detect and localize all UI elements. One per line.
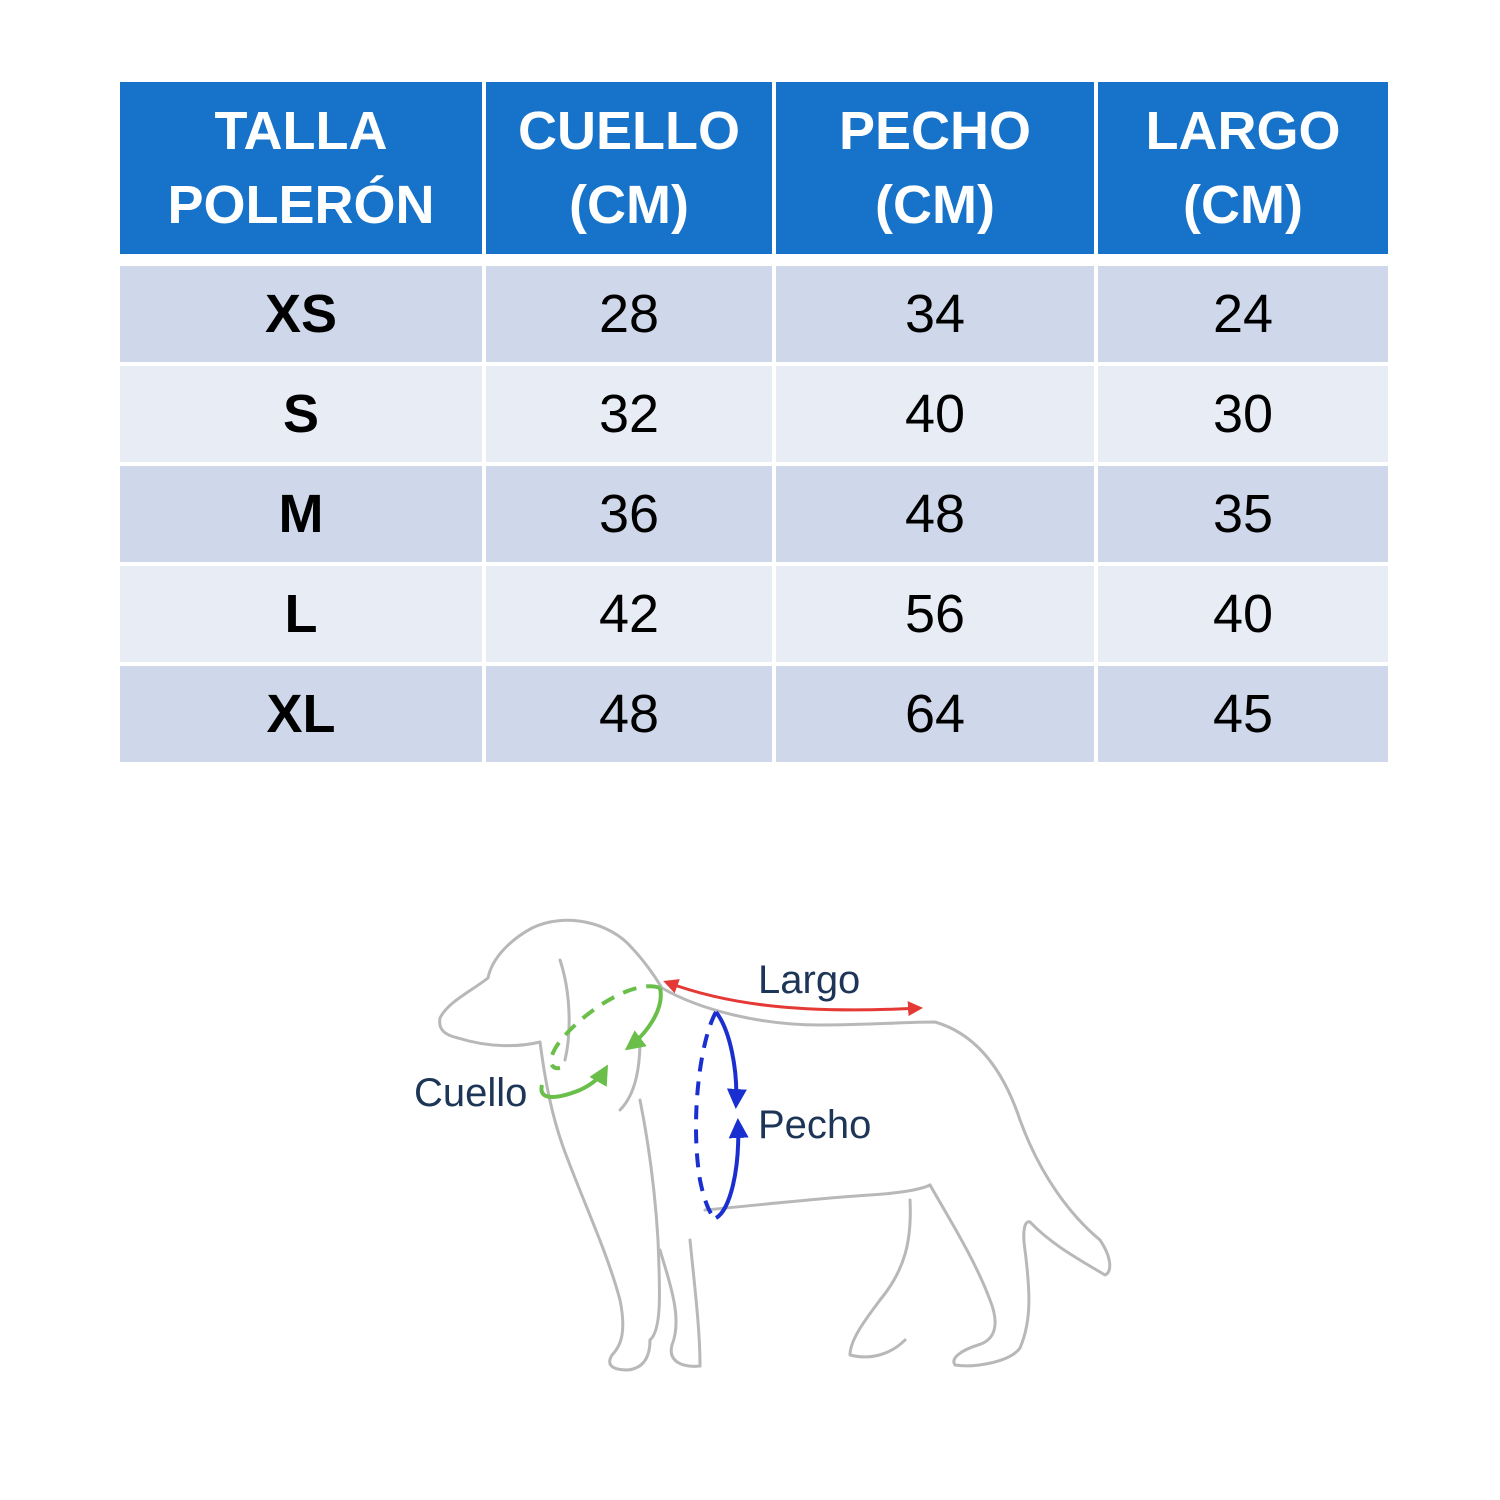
largo-cell: 40: [1096, 564, 1390, 664]
pecho-loop-icon: [696, 1012, 738, 1218]
label-largo: Largo: [758, 958, 861, 1002]
pecho-cell: 64: [774, 664, 1096, 764]
pecho-cell: 56: [774, 564, 1096, 664]
header-pecho-line1: PECHO: [838, 101, 1032, 161]
size-cell: L: [118, 564, 484, 664]
pecho-cell: 48: [774, 464, 1096, 564]
header-largo-line2: (CM): [1183, 175, 1303, 235]
label-pecho: Pecho: [758, 1103, 872, 1147]
cuello-cell: 28: [484, 264, 774, 364]
size-cell: XS: [118, 264, 484, 364]
size-cell: XL: [118, 664, 484, 764]
largo-cell: 24: [1096, 264, 1390, 364]
cuello-cell: 32: [484, 364, 774, 464]
cuello-cell: 36: [484, 464, 774, 564]
header-cuello-line1: CUELLO: [518, 101, 740, 161]
size-cell: M: [118, 464, 484, 564]
cuello-cell: 48: [484, 664, 774, 764]
pecho-cell: 34: [774, 264, 1096, 364]
pecho-cell: 40: [774, 364, 1096, 464]
cuello-cell: 42: [484, 564, 774, 664]
header-cuello-line2: (CM): [569, 175, 689, 235]
label-cuello: Cuello: [414, 1071, 528, 1115]
header-talla-line1: TALLA: [214, 101, 388, 161]
largo-cell: 30: [1096, 364, 1390, 464]
size-cell: S: [118, 364, 484, 464]
largo-cell: 45: [1096, 664, 1390, 764]
largo-cell: 35: [1096, 464, 1390, 564]
header-pecho-line2: (CM): [875, 175, 995, 235]
header-talla-line2: POLERÓN: [167, 175, 435, 235]
cuello-loop-icon: [541, 986, 660, 1097]
header-largo-line1: LARGO: [1145, 101, 1341, 161]
